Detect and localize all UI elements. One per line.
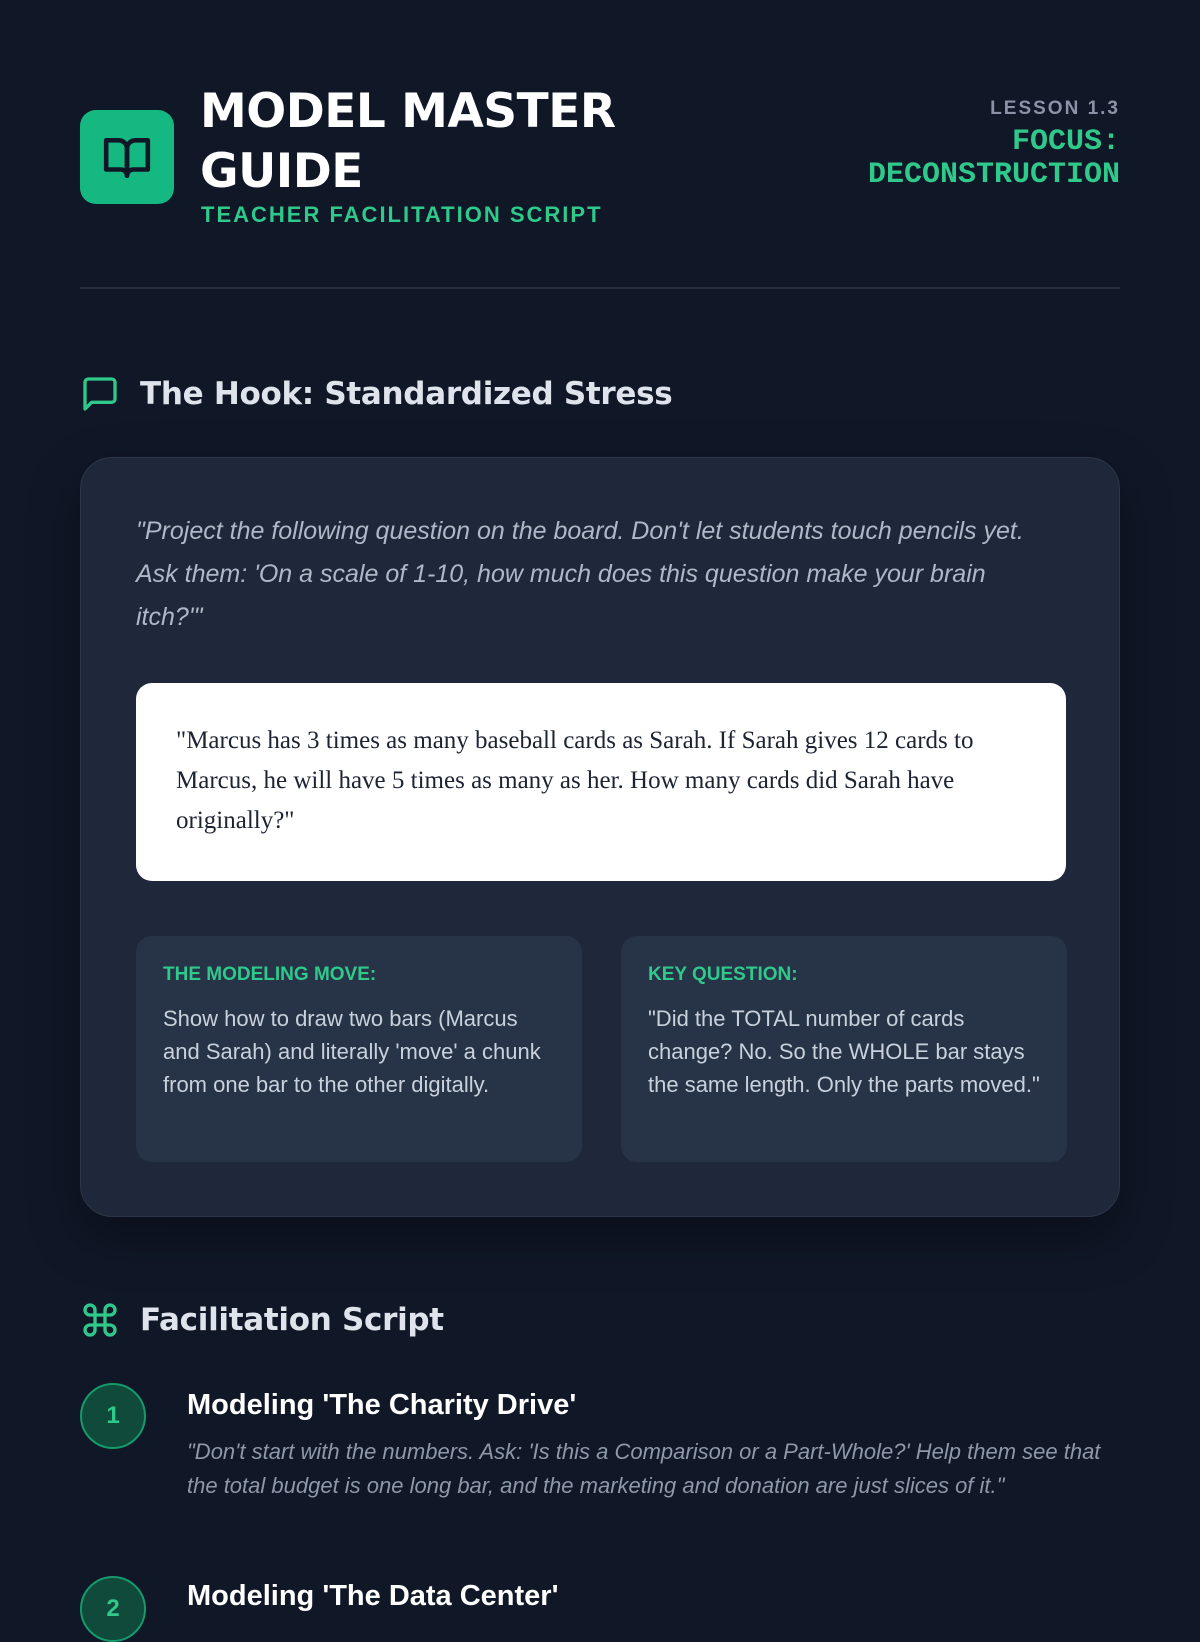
step-number-badge: 1	[80, 1383, 146, 1449]
page-header	[80, 82, 1120, 242]
step-number-badge: 2	[80, 1576, 146, 1642]
script-heading: Facilitation Script	[140, 1302, 444, 1338]
hook-card	[80, 457, 1120, 1217]
problem-text: "Marcus has 3 times as many baseball cards as Sarah. If Sarah gives 12 cards to Marcus, he will have 5 times as many as her. How many cards did Sarah have originally?"	[176, 727, 974, 834]
hook-instruction: "Project the following question on the board. Don't let students touch pencils yet. Ask them: 'On a scale of 1-10, how much does this question make your brain itch?'"	[136, 517, 1024, 631]
problem-box	[136, 683, 1066, 881]
chat-bubble-icon	[80, 374, 120, 414]
script-section-heading	[80, 1300, 444, 1340]
lesson-focus: FOCUS: DECONSTRUCTION	[867, 125, 1120, 192]
lesson-number: LESSON 1.3	[990, 98, 1120, 119]
step-title: Modeling 'The Data Center'	[187, 1580, 559, 1612]
hook-section-heading	[80, 374, 672, 414]
page-subtitle: TEACHER FACILITATION SCRIPT	[201, 202, 603, 227]
key-question-label: KEY QUESTION:	[648, 964, 798, 985]
open-book-icon	[102, 132, 152, 182]
modeling-move-label: THE MODELING MOVE:	[163, 964, 377, 985]
header-divider	[80, 287, 1120, 289]
page-title: MODEL MASTER GUIDE	[200, 84, 616, 199]
modeling-move-box	[136, 936, 582, 1162]
key-question-text: "Did the TOTAL number of cards change? No. So the WHOLE bar stays the same length. Only the parts moved."	[648, 1006, 1040, 1097]
step-description: "Don't start with the numbers. Ask: 'Is this a Comparison or a Part-Whole?' Help them see that the total budget is one long bar, and the marketing and donation are just slices of it."	[187, 1439, 1101, 1498]
key-question-box	[621, 936, 1067, 1162]
hook-heading: The Hook: Standardized Stress	[140, 376, 673, 412]
logo-badge	[80, 110, 174, 204]
step-title: Modeling 'The Charity Drive'	[187, 1389, 577, 1421]
command-icon	[80, 1300, 120, 1340]
modeling-move-text: Show how to draw two bars (Marcus and Sarah) and literally 'move' a chunk from one bar to the other digitally.	[163, 1006, 541, 1097]
